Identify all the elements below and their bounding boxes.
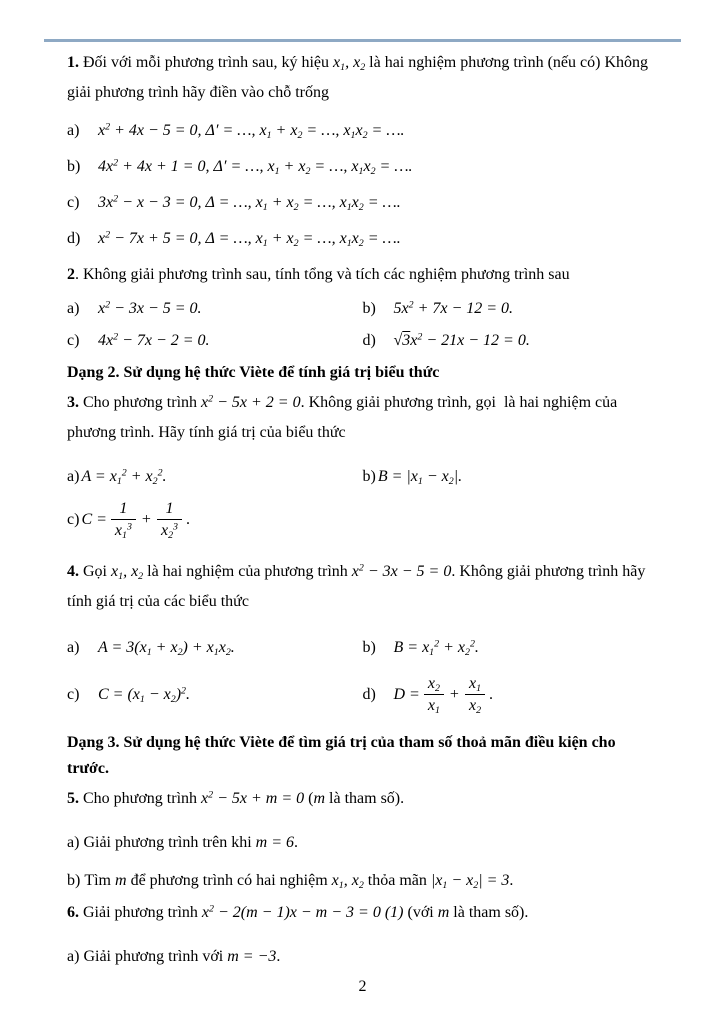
item-text: Giải phương trình trên khi [83, 834, 252, 851]
fraction-numerator: $x_2$ [427, 675, 440, 694]
problem-3-text-1: Cho phương trình [83, 394, 198, 411]
problem-3-intro [67, 388, 658, 448]
problem-2-text: . Không giải phương trình sau, tính tổng và tích các nghiệm phương trình sau [75, 266, 570, 283]
problem-1-item-c [67, 188, 658, 218]
problem-1-number: 1. [67, 54, 79, 71]
item-text-tail: . [294, 834, 299, 851]
fraction-numerator: 1 [165, 500, 174, 517]
problem-1-item-a [67, 116, 658, 146]
fraction [465, 673, 485, 716]
item-text-tail: . [276, 948, 281, 965]
fraction [111, 498, 136, 541]
problem-4-text-3: . Không giải phương trình hãy tính giá trị của các biểu thức [67, 563, 646, 610]
item-text: Giải phương trình với [83, 948, 224, 965]
item-label: b) [362, 639, 376, 656]
fraction [424, 673, 444, 716]
problem-4-intro [67, 557, 658, 617]
problem-4-number: 4. [67, 563, 79, 580]
problem-3-item-c [67, 498, 658, 541]
fraction-numerator: 1 [119, 500, 128, 517]
math-inline-condition: m = 6 [255, 834, 295, 851]
item-label: a) [67, 639, 80, 656]
expression-tail: . [185, 510, 190, 528]
math-inline-parameter: m [437, 904, 450, 921]
item-label: c) [67, 194, 80, 211]
item-label: d) [362, 685, 376, 703]
math-expression: $B = x_1^2 + x_2^2$. [393, 638, 479, 658]
problem-6-number: 6. [67, 904, 79, 921]
item-label: b) [362, 468, 376, 485]
item-text: để phương trình có hai nghiệm [130, 872, 328, 889]
math-expression: $A = 3(x_1 + x_2) + x_1x_2$. [98, 639, 235, 658]
math-inline-condition: $|x_1 - x_2| = 3$ [430, 872, 510, 891]
item-label: a) [67, 834, 80, 851]
problem-2-item-d [363, 326, 659, 356]
math-expression: $x^2 + 4x - 5 = 0$, Δ′ = …, $x_1 + x_2$ = …, $x_1x_2$ = …. [98, 121, 405, 141]
problem-3-text-3: là hai nghiệm của phương trình. Hãy tính giá trị của biểu thức [67, 394, 618, 441]
problem-1-intro [67, 48, 658, 108]
math-expression: $3x^2 - x - 3 = 0$, Δ = …, $x_1 + x_2$ = …, $x_1x_2$ = …. [98, 193, 401, 213]
problem-6-item-a [67, 942, 658, 972]
item-label: c) [67, 510, 80, 528]
problem-4-item-a [67, 633, 363, 663]
math-inline-equation: $x^2 - 3x - 5 = 0$ [351, 562, 452, 580]
problem-4-text-2: là hai nghiệm của phương trình [147, 563, 348, 580]
math-inline-roots: $x_1$, $x_2$ [333, 54, 366, 73]
math-expression: $x^2 - 3x - 5 = 0$. [98, 299, 202, 317]
problem-2-items [67, 294, 658, 356]
problem-2-item-a [67, 294, 363, 324]
math-expression: $4x^2 - 7x - 2 = 0$. [98, 331, 210, 349]
plus-operator: + [141, 510, 151, 528]
item-label: b) [67, 872, 81, 889]
problem-5-intro [67, 784, 658, 814]
math-expression: $B = |x_1 - x_2|$. [377, 468, 463, 487]
math-inline-roots: $x_1$, $x_2$ [111, 563, 144, 582]
problem-1-item-d [67, 224, 658, 254]
math-expression: $C = (x_1 - x_2)^2$. [98, 685, 190, 705]
item-text: thỏa mãn [367, 872, 427, 889]
item-label: a) [67, 948, 80, 965]
problem-3-items-row-1 [67, 462, 658, 492]
expression-tail: . [489, 685, 494, 703]
problem-3-item-a [67, 462, 363, 492]
fraction-denominator: $x_1$ [424, 694, 444, 716]
problem-1-text-2: là hai nghiệm phương trình (nếu có) Không giải phương trình hãy điền vào chỗ trống [67, 54, 649, 101]
problem-3-number: 3. [67, 394, 79, 411]
problem-2-number: 2 [67, 266, 75, 283]
problem-1-text-1: Đối với mỗi phương trình sau, ký hiệu [83, 54, 330, 71]
problem-2-intro [67, 260, 658, 290]
problem-5-item-a [67, 828, 658, 858]
math-inline-roots: $x_1$, $x_2$ [331, 872, 364, 891]
fraction-denominator: $x_2^3$ [157, 519, 182, 541]
problem-5-text-3: là tham số). [329, 790, 405, 807]
item-label: c) [67, 685, 80, 703]
problem-6-intro [67, 898, 658, 928]
section-heading-dang-2: Dạng 2. Sử dụng hệ thức Viète để tính giá trị biểu thức [67, 364, 440, 381]
math-expression: $A = x_1^2 + x_2^2$. [81, 467, 167, 487]
fraction-numerator: $x_1$ [468, 675, 482, 694]
problem-4-item-c [67, 673, 363, 716]
item-label: d) [362, 332, 376, 349]
item-label: a) [67, 300, 80, 317]
expression-lead: C = [81, 510, 107, 528]
problem-4-items-row-1 [67, 633, 658, 663]
problem-4-item-b [363, 633, 659, 663]
problem-4-items-row-2 [67, 673, 658, 716]
section-heading-dang-3: Dạng 3. Sử dụng hệ thức Viète để tìm giá trị của tham số thoả mãn điều kiện cho trước. [67, 734, 616, 777]
plus-operator: + [449, 685, 459, 703]
item-label: a) [67, 122, 80, 139]
math-expression: $√3x^2 - 21x - 12 = 0$. [393, 331, 530, 349]
item-label: b) [362, 300, 376, 317]
item-label: c) [67, 332, 80, 349]
problem-6-text-2: (với [407, 904, 434, 921]
item-text: Tìm [84, 872, 111, 889]
problem-3-text-2: . Không giải phương trình, gọi [300, 394, 496, 411]
fraction [157, 498, 182, 541]
page-number: 2 [358, 978, 367, 995]
expression-lead: D = [393, 685, 420, 703]
math-expression: $5x^2 + 7x - 12 = 0$. [393, 299, 514, 317]
page-content [0, 42, 725, 972]
math-expression: $x^2 - 7x + 5 = 0$, Δ = …, $x_1 + x_2$ = …, $x_1x_2$ = …. [98, 229, 401, 249]
problem-5-text-2: ( [308, 790, 314, 807]
math-inline-equation: $x^2 - 5x + 2 = 0$ [201, 393, 301, 411]
math-expression: $4x^2 + 4x + 1 = 0$, Δ′ = …, $x_1 + x_2$ = …, $x_1x_2$ = …. [98, 157, 413, 177]
item-label: d) [67, 230, 81, 247]
math-inline-condition: m = −3 [227, 948, 277, 965]
item-text-tail: . [509, 872, 514, 889]
problem-5-number: 5. [67, 790, 79, 807]
problem-5-text-1: Cho phương trình [83, 790, 198, 807]
item-label: b) [67, 158, 81, 175]
problem-5-item-b [67, 866, 658, 896]
item-label: a) [67, 468, 80, 485]
fraction-denominator: $x_2$ [465, 694, 485, 716]
problem-4-text-1: Gọi [83, 563, 107, 580]
problem-6-text-3: là tham số). [453, 904, 529, 921]
fraction-denominator: $x_1^3$ [111, 519, 136, 541]
math-inline-parameter: m [115, 872, 127, 889]
math-inline-equation: $x^2 - 5x + m = 0$ [201, 789, 305, 807]
problem-2-item-b [363, 294, 659, 324]
math-inline-equation: $x^2 - 2(m - 1)x - m - 3 = 0$ (1) [201, 903, 404, 921]
problem-4-item-d [363, 673, 659, 716]
math-inline-parameter: m [313, 790, 326, 807]
problem-2-item-c [67, 326, 363, 356]
problem-1-item-b [67, 152, 658, 182]
problem-6-text-1: Giải phương trình [83, 904, 198, 921]
problem-3-item-b [363, 462, 659, 492]
